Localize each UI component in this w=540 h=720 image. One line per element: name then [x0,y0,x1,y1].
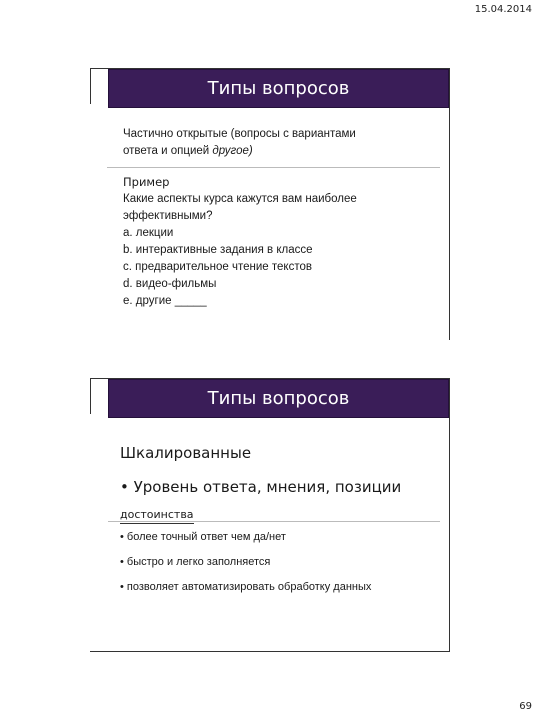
intro-line: Частично открытые (вопросы с вариантами [123,128,356,140]
divider [107,167,440,168]
slide-1 [90,68,450,340]
intro-text [123,126,440,160]
slide-title: Типы вопросов [108,69,449,108]
divider [108,521,440,522]
intro-line [123,143,440,160]
example-label: Пример [123,175,170,189]
slide-title: Типы вопросов [108,379,449,418]
option-item: a. лекции [123,227,174,239]
option-item: d. видео-фильмы [123,278,217,290]
page-date: 15.04.2014 [474,4,532,15]
list-item: • позволяет автоматизировать обработку данных [120,581,372,593]
question-line: эффективными? [123,210,213,222]
list-item: • более точный ответ чем да/нет [120,531,286,543]
question-line: Какие аспекты курса кажутся вам наиболее [123,193,357,205]
page-number: 69 [519,701,532,712]
slide-border [90,68,91,104]
option-item: b. интерактивные задания в классе [123,244,313,256]
list-item: • быстро и легко заполняется [120,556,271,568]
intro-prefix: ответа и опцией [123,145,213,157]
slide-border [90,378,91,414]
option-item: e. другие _____ [123,295,207,307]
option-item: c. предварительное чтение текстов [123,261,312,273]
section-heading: Шкалированные [120,444,252,462]
advantages-label: достоинства [120,508,194,524]
slide-border [90,651,450,652]
intro-italic: другое) [212,145,253,157]
slide-border [449,68,450,340]
slide-border [449,378,450,652]
advantages-list [120,530,440,605]
slide-2 [90,378,450,652]
bullet-item: • Уровень ответа, мнения, позиции [120,478,402,496]
slide-body [123,126,440,310]
